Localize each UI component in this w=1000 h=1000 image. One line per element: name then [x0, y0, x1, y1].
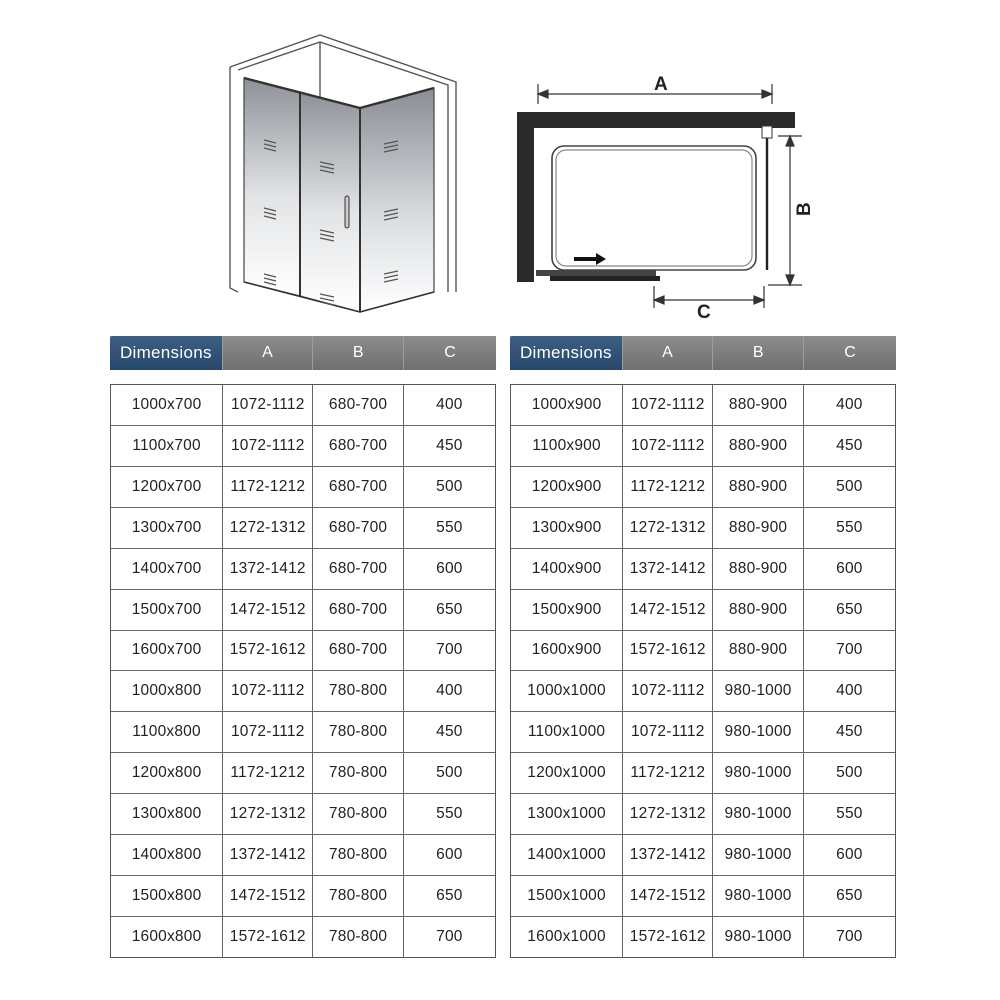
cell-a: 1272-1312: [622, 794, 712, 834]
cell-b: 880-900: [712, 467, 802, 507]
table-row: [511, 711, 895, 752]
header-b: B: [712, 336, 803, 370]
cell-b: 980-1000: [712, 794, 802, 834]
cell-dimensions: 1400x800: [131, 846, 202, 864]
cell-a: 1072-1112: [222, 712, 312, 752]
table-body: [510, 384, 896, 958]
table-row: [511, 834, 895, 875]
cell-c: 650: [803, 590, 895, 630]
cell-c: 450: [403, 712, 495, 752]
cell-b: 880-900: [712, 508, 802, 548]
table-row: [111, 916, 495, 957]
plan-view-diagram: [510, 60, 820, 330]
table-row: [111, 875, 495, 916]
cell-b: 680-700: [312, 590, 402, 630]
cell-c: 400: [403, 385, 495, 425]
table-body: [110, 384, 496, 958]
cell-dimensions: 1300x700: [131, 518, 202, 536]
cell-a: 1572-1612: [622, 917, 712, 957]
cell-a: 1272-1312: [222, 508, 312, 548]
cell-b: 880-900: [712, 631, 802, 671]
cell-a: 1572-1612: [622, 631, 712, 671]
cell-dimensions: 1000x1000: [527, 682, 606, 700]
cell-a: 1072-1112: [222, 671, 312, 711]
cell-c: 700: [403, 917, 495, 957]
cell-a: 1372-1412: [622, 549, 712, 589]
cell-a: 1172-1212: [222, 753, 312, 793]
table-row: [511, 630, 895, 671]
sliding-door-panel: [300, 92, 360, 312]
cell-b: 680-700: [312, 631, 402, 671]
table-row: [111, 711, 495, 752]
cell-dimensions: 1300x900: [531, 518, 602, 536]
table-row: [111, 385, 495, 425]
cell-dimensions: 1600x1000: [527, 927, 606, 945]
cell-c: 550: [803, 794, 895, 834]
table-row: [511, 385, 895, 425]
cell-a: 1272-1312: [222, 794, 312, 834]
table-row: [111, 793, 495, 834]
cell-b: 780-800: [312, 753, 402, 793]
cell-c: 400: [803, 671, 895, 711]
cell-c: 450: [403, 426, 495, 466]
header-dimensions: Dimensions: [510, 336, 622, 370]
cell-b: 980-1000: [712, 835, 802, 875]
dimensions-table-right: [510, 336, 896, 958]
cell-c: 650: [403, 590, 495, 630]
table-row: [111, 589, 495, 630]
cell-c: 550: [403, 508, 495, 548]
cell-b: 680-700: [312, 426, 402, 466]
side-panel-plan: [762, 126, 772, 138]
cell-b: 780-800: [312, 917, 402, 957]
cell-c: 600: [403, 549, 495, 589]
cell-c: 400: [403, 671, 495, 711]
cell-b: 780-800: [312, 835, 402, 875]
cell-a: 1572-1612: [222, 917, 312, 957]
table-row: [511, 425, 895, 466]
cell-c: 650: [803, 876, 895, 916]
header-a: A: [622, 336, 713, 370]
cell-dimensions: 1500x1000: [527, 887, 606, 905]
cell-a: 1372-1412: [622, 835, 712, 875]
cell-a: 1472-1512: [222, 590, 312, 630]
cell-b: 680-700: [312, 508, 402, 548]
cell-dimensions: 1100x900: [532, 436, 601, 454]
cell-dimensions: 1600x900: [531, 641, 602, 659]
cell-a: 1072-1112: [222, 426, 312, 466]
cell-a: 1072-1112: [622, 426, 712, 466]
cell-b: 780-800: [312, 794, 402, 834]
cell-a: 1372-1412: [222, 835, 312, 875]
table-row: [511, 670, 895, 711]
header-b: B: [312, 336, 403, 370]
cell-b: 880-900: [712, 385, 802, 425]
table-header: [510, 336, 896, 370]
cell-a: 1072-1112: [622, 712, 712, 752]
table-row: [111, 834, 495, 875]
cell-b: 980-1000: [712, 712, 802, 752]
table-row: [511, 752, 895, 793]
cell-c: 450: [803, 712, 895, 752]
cell-b: 880-900: [712, 426, 802, 466]
cell-b: 680-700: [312, 549, 402, 589]
dimension-a-label: A: [654, 74, 668, 95]
cell-a: 1072-1112: [622, 671, 712, 711]
cell-c: 700: [803, 631, 895, 671]
header-a: A: [222, 336, 313, 370]
table-row: [511, 793, 895, 834]
cell-b: 880-900: [712, 590, 802, 630]
cell-dimensions: 1500x800: [131, 887, 202, 905]
cell-dimensions: 1200x1000: [527, 764, 606, 782]
cell-dimensions: 1400x1000: [527, 846, 606, 864]
front-glass-panel: [244, 78, 300, 296]
cell-a: 1072-1112: [622, 385, 712, 425]
cell-c: 550: [403, 794, 495, 834]
table-row: [111, 752, 495, 793]
cell-dimensions: 1100x1000: [527, 723, 606, 741]
wall-outline: [517, 112, 795, 282]
cell-dimensions: 1500x700: [131, 600, 202, 618]
cell-dimensions: 1100x800: [132, 723, 201, 741]
slide-direction-arrow: [574, 253, 606, 265]
cell-a: 1272-1312: [622, 508, 712, 548]
cell-b: 980-1000: [712, 917, 802, 957]
door-handle: [345, 196, 349, 228]
cell-b: 780-800: [312, 671, 402, 711]
cell-c: 600: [803, 835, 895, 875]
cell-a: 1572-1612: [222, 631, 312, 671]
header-c: C: [803, 336, 896, 370]
cell-a: 1072-1112: [222, 385, 312, 425]
cell-b: 980-1000: [712, 753, 802, 793]
cell-dimensions: 1000x700: [131, 395, 202, 413]
cell-dimensions: 1000x900: [531, 395, 602, 413]
cell-dimensions: 1000x800: [131, 682, 202, 700]
cell-c: 550: [803, 508, 895, 548]
cell-c: 650: [403, 876, 495, 916]
table-row: [511, 916, 895, 957]
cell-dimensions: 1200x700: [131, 477, 202, 495]
cell-dimensions: 1400x900: [531, 559, 602, 577]
dimensions-table-left: [110, 336, 496, 958]
header-dimensions: Dimensions: [110, 336, 222, 370]
cell-c: 400: [803, 385, 895, 425]
cell-a: 1472-1512: [622, 876, 712, 916]
cell-b: 780-800: [312, 876, 402, 916]
table-row: [111, 507, 495, 548]
cell-dimensions: 1600x700: [131, 641, 202, 659]
cell-c: 500: [403, 753, 495, 793]
table-row: [111, 466, 495, 507]
cell-c: 700: [803, 917, 895, 957]
cell-dimensions: 1200x900: [531, 477, 602, 495]
cell-dimensions: 1600x800: [131, 927, 202, 945]
table-row: [111, 630, 495, 671]
cell-dimensions: 1100x700: [132, 436, 201, 454]
dimension-b-label: B: [794, 202, 815, 216]
dimension-c-label: C: [697, 302, 711, 323]
cell-a: 1372-1412: [222, 549, 312, 589]
cell-a: 1172-1212: [622, 753, 712, 793]
cell-c: 500: [803, 753, 895, 793]
table-row: [111, 548, 495, 589]
cell-b: 780-800: [312, 712, 402, 752]
cell-c: 500: [803, 467, 895, 507]
cell-c: 600: [403, 835, 495, 875]
cell-dimensions: 1400x700: [131, 559, 202, 577]
cell-dimensions: 1500x900: [531, 600, 602, 618]
table-row: [511, 589, 895, 630]
cell-c: 700: [403, 631, 495, 671]
cell-b: 980-1000: [712, 671, 802, 711]
shower-enclosure-illustration: [228, 30, 468, 330]
cell-a: 1172-1212: [222, 467, 312, 507]
table-row: [511, 548, 895, 589]
table-header: [110, 336, 496, 370]
cell-a: 1172-1212: [622, 467, 712, 507]
table-row: [511, 875, 895, 916]
cell-a: 1472-1512: [622, 590, 712, 630]
cell-b: 680-700: [312, 467, 402, 507]
table-row: [511, 507, 895, 548]
cell-c: 450: [803, 426, 895, 466]
table-row: [111, 425, 495, 466]
cell-dimensions: 1200x800: [131, 764, 202, 782]
shower-tray: [552, 146, 756, 270]
cell-b: 680-700: [312, 385, 402, 425]
side-glass-panel: [360, 88, 434, 312]
table-row: [511, 466, 895, 507]
cell-c: 500: [403, 467, 495, 507]
header-c: C: [403, 336, 496, 370]
cell-a: 1472-1512: [222, 876, 312, 916]
cell-b: 980-1000: [712, 876, 802, 916]
table-row: [111, 670, 495, 711]
cell-c: 600: [803, 549, 895, 589]
cell-dimensions: 1300x1000: [527, 805, 606, 823]
cell-b: 880-900: [712, 549, 802, 589]
cell-dimensions: 1300x800: [131, 805, 202, 823]
